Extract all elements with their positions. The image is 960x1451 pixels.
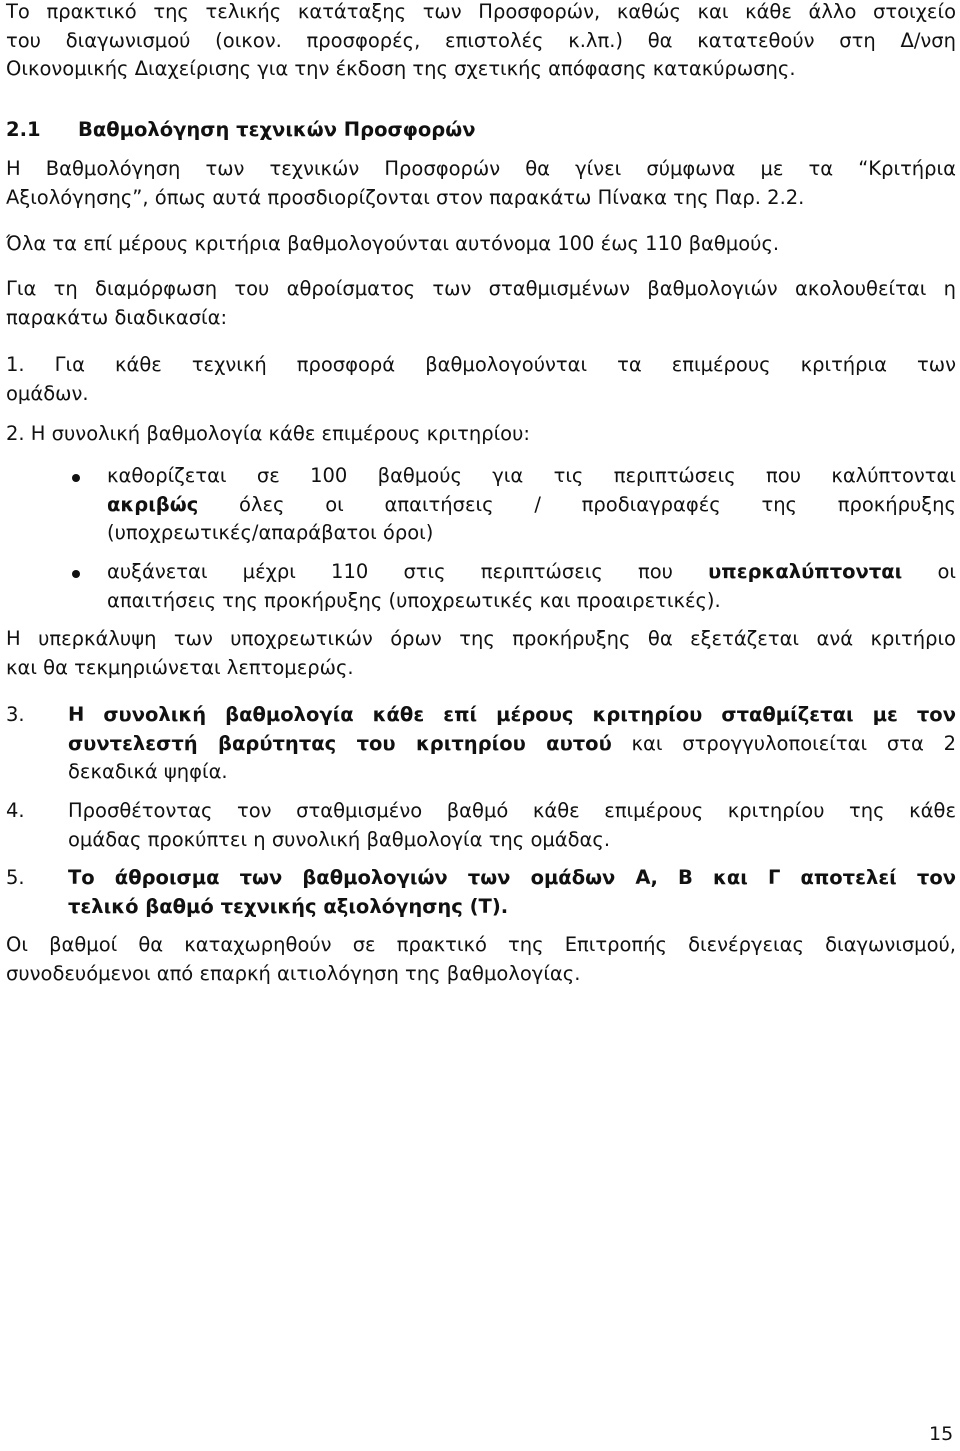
intro-line-1: Το πρακτικό της τελικής κατάταξης των Προσφορών, καθώς και κάθε άλλο στοιχείο (6, 0, 956, 23)
step-1-line-1: 1. Για κάθε τεχνική προσφορά βαθμολογούνται τα επιμέρους κριτήρια των (6, 353, 956, 376)
coverage-line-2: και θα τεκμηριώνεται λεπτομερώς. (6, 655, 354, 679)
bullet-2-post: οι (902, 560, 956, 583)
bullet-2-line-2: απαιτήσεις της προκήρυξης (υποχρεωτικές και προαιρετικές). (107, 588, 721, 612)
criteria-line-1: Η Βαθμολόγηση των τεχνικών Προσφορών θα γίνει σύμφωνα με τα “Κριτήρια (6, 157, 956, 180)
bullet-2-line-1 (107, 558, 956, 587)
bullet-1-line-2-rest: όλες οι απαιτήσεις / προδιαγραφές της προκήρυξης (198, 492, 956, 516)
step-5-line-1: Το άθροισμα των βαθμολογιών των ομάδων Α, Β και Γ αποτελεί τον (68, 866, 956, 889)
section-heading (6, 116, 956, 144)
step-2 (6, 420, 956, 449)
bullet-1-line-2 (107, 491, 956, 520)
step-4-number: 4. (6, 799, 25, 822)
step-3-line-3: δεκαδικά ψηφία. (68, 760, 228, 784)
bullet-1-line-1: καθορίζεται σε 100 βαθμούς για τις περιπτώσεις που καλύπτονται (107, 464, 956, 487)
closing-line-2: συνοδευόμενοι από επαρκή αιτιολόγηση της βαθμολογίας. (6, 961, 581, 985)
step-4 (6, 797, 956, 854)
step-5 (6, 864, 956, 921)
step-3-bold-line-2: συντελεστή βαρύτητας του κριτηρίου αυτού (68, 731, 612, 755)
procedure-line-2: παρακάτω διαδικασία: (6, 305, 228, 329)
step-3-line-2 (68, 730, 956, 759)
step-4-line-2: ομάδας προκύπτει η συνολική βαθμολογία της ομάδας. (68, 827, 611, 851)
step-3-line-1: Η συνολική βαθμολογία κάθε επί μέρους κριτηρίου σταθμίζεται με τον (68, 703, 956, 726)
closing-paragraph (6, 931, 956, 988)
coverage-line-1: Η υπερκάλυψη των υποχρεωτικών όρων της προκήρυξης θα εξετάζεται ανά κριτήριο (6, 627, 956, 650)
scoring-range-paragraph (6, 230, 956, 259)
procedure-intro-paragraph (6, 275, 956, 332)
step-3-number: 3. (6, 703, 25, 726)
bullet-2-pre: αυξάνεται μέχρι 110 στις περιπτώσεις που (107, 560, 709, 583)
procedure-line-1: Για τη διαμόρφωση του αθροίσματος των σταθμισμένων βαθμολογιών ακολουθείται η (6, 277, 956, 300)
document-page (6, 0, 956, 1451)
step-1-line-2: ομάδων. (6, 381, 89, 405)
section-number: 2.1 (6, 118, 41, 141)
bullet-1-line-3: (υποχρεωτικές/απαράβατοι όροι) (107, 521, 434, 545)
step-3-rest-line-2: και στρογγυλοποιείται στα 2 (611, 731, 956, 755)
intro-paragraph (6, 0, 956, 84)
bullet-item (6, 558, 956, 615)
step-1 (6, 351, 956, 408)
step-3 (6, 701, 956, 787)
bullet-icon (72, 474, 80, 482)
intro-line-3: Οικονομικής Διαχείρισης για την έκδοση της σχετικής απόφασης κατακύρωσης. (6, 57, 796, 81)
step-4-line-1: Προσθέτοντας τον σταθμισμένο βαθμό κάθε επιμέρους κριτηρίου της κάθε (68, 799, 956, 822)
scoring-range-text: Όλα τα επί μέρους κριτήρια βαθμολογούνται αυτόνομα 100 έως 110 βαθμούς. (6, 232, 780, 255)
bullet-icon (72, 570, 80, 578)
section-title: Βαθμολόγηση τεχνικών Προσφορών (78, 118, 476, 141)
coverage-paragraph (6, 625, 956, 682)
bullet-2-bold: υπερκαλύπτονται (708, 560, 903, 583)
step-5-number: 5. (6, 866, 25, 889)
bullet-item (6, 462, 956, 548)
criteria-line-2: Αξιολόγησης”, όπως αυτά προσδιορίζονται στον παρακάτω Πίνακα της Παρ. 2.2. (6, 185, 805, 209)
criteria-paragraph (6, 155, 956, 212)
step-2-text: 2. Η συνολική βαθμολογία κάθε επιμέρους κριτηρίου: (6, 422, 530, 445)
intro-line-2: του διαγωνισμού (οικον. προσφορές, επιστολές κ.λπ.) θα κατατεθούν στη Δ/νση (6, 28, 956, 52)
closing-line-1: Οι βαθμοί θα καταχωρηθούν σε πρακτικό της Επιτροπής διενέργειας διαγωνισμού, (6, 933, 956, 956)
page-number: 15 (929, 1423, 954, 1445)
step-5-line-2: τελικό βαθμό τεχνικής αξιολόγησης (Τ). (68, 894, 509, 918)
bullet-1-bold: ακριβώς (107, 492, 199, 516)
